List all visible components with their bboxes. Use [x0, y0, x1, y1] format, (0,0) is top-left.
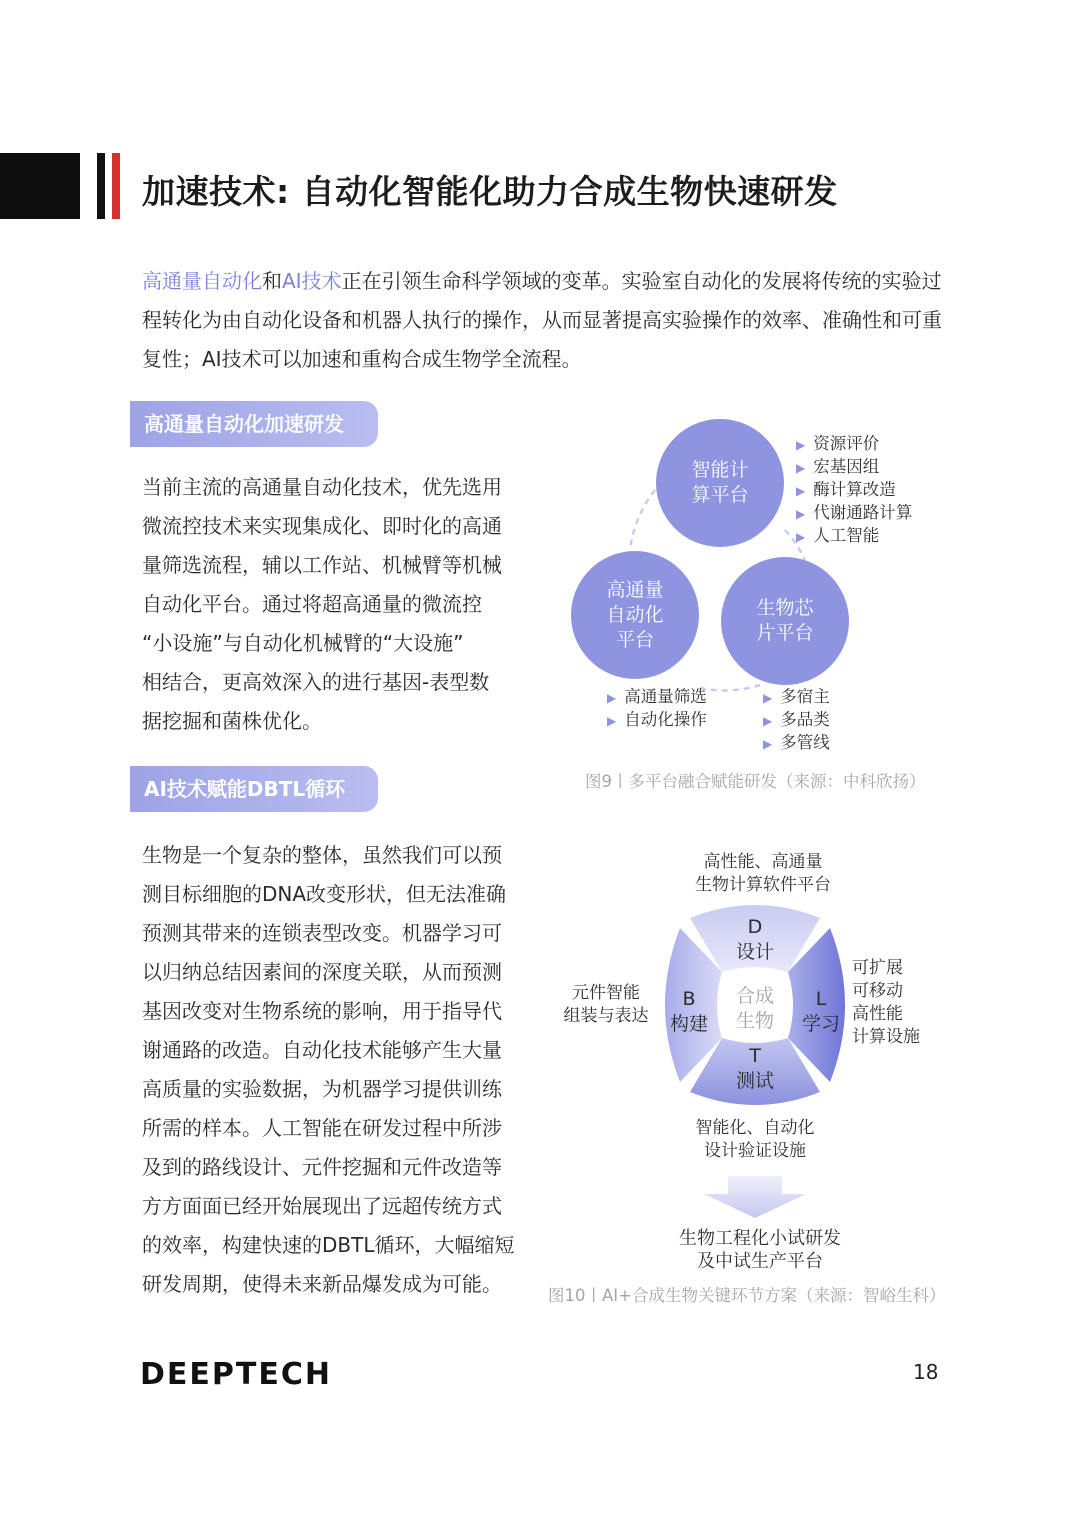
section-tag-automation: 高通量自动化加速研发 [130, 401, 378, 447]
text-line: 生物是一个复杂的整体，虽然我们可以预 [142, 843, 502, 867]
triangle-bullet-icon: ▶ [796, 461, 806, 475]
deeptech-logo: DEEPTECH [140, 1357, 332, 1392]
triangle-bullet-icon: ▶ [796, 484, 806, 498]
circle-line: 自动化 [606, 603, 664, 626]
circle-line: 智能计 [691, 459, 749, 481]
circle-biochip-platform [721, 557, 849, 685]
dbtl-center-label: 合成 生物 [735, 985, 774, 1032]
text-line: 自动化平台。通过将超高通量的微流控 [142, 592, 482, 616]
intro-highlight-ai: AI技术 [282, 269, 342, 293]
section1-paragraph [142, 468, 537, 741]
text-line: 谢通路的改造。自动化技术能够产生大量 [142, 1038, 502, 1062]
text-line: 研发周期，使得未来新品爆发成为可能。 [142, 1272, 502, 1296]
dbtl-label-top: 高性能、高通量 生物计算软件平台 [695, 852, 831, 895]
triangle-bullet-icon: ▶ [796, 507, 806, 521]
dbtl-label-left: 元件智能 组装与表达 [563, 983, 649, 1026]
list-item: ▶ 多宿主 [763, 686, 830, 709]
quadrant-d-label: D 设计 [735, 916, 774, 963]
text-line: 相结合，更高效深入的进行基因-表型数 [142, 670, 490, 694]
dashed-arc-bottom [700, 685, 760, 690]
section2-paragraph [142, 836, 537, 1304]
quadrant-l-label: L 学习 [801, 988, 840, 1035]
triangle-bullet-icon: ▶ [763, 737, 773, 751]
circle-line: 片平台 [756, 622, 814, 644]
text-line: 量筛选流程，辅以工作站、机械臂等机械 [142, 553, 502, 577]
circle-automation-platform [571, 551, 699, 679]
circle-line: 生物芯 [756, 597, 814, 619]
text-line: 及到的路线设计、元件挖掘和元件改造等 [142, 1155, 502, 1179]
dashed-arc-left [630, 490, 655, 550]
text-line: 所需的样本。人工智能在研发过程中所涉 [142, 1116, 502, 1140]
automation-platform-list [607, 686, 707, 732]
quadrant-t-label: T 测试 [735, 1045, 774, 1092]
circle-line: 平台 [615, 628, 654, 651]
header-red-bar [112, 153, 120, 219]
triangle-bullet-icon: ▶ [796, 438, 806, 452]
text-line: “小设施”与自动化机械臂的“大设施” [142, 631, 464, 655]
list-item: ▶ 自动化操作 [607, 709, 707, 732]
text-line: 基因改变对生物系统的影响，用于指导代 [142, 999, 502, 1023]
circle-line: 高通量 [606, 578, 664, 601]
text-line: 据挖掘和菌株优化。 [142, 709, 322, 733]
list-item: ▶ 酶计算改造 [796, 479, 912, 502]
compute-platform-list [796, 433, 912, 548]
figure10-caption: 图10丨AI+合成生物关键环节方案（来源：智峪生科） [548, 1286, 946, 1305]
circle-line: 算平台 [691, 484, 749, 506]
triangle-bullet-icon: ▶ [796, 530, 806, 544]
circle-compute-platform [656, 419, 784, 547]
page-title: 加速技术: 自动化智能化助力合成生物快速研发 [142, 172, 838, 211]
header-black-block [0, 153, 80, 219]
triangle-bullet-icon: ▶ [763, 691, 773, 705]
triangle-bullet-icon: ▶ [763, 714, 773, 728]
list-item: ▶ 人工智能 [796, 525, 912, 548]
list-item: ▶ 宏基因组 [796, 456, 912, 479]
intro-connector: 和 [262, 269, 282, 293]
list-item: ▶ 资源评价 [796, 433, 912, 456]
section-tag-ai-dbtl: AI技术赋能DBTL循环 [130, 766, 378, 812]
intro-rest: 正在引领生命科学领域的变革。实验室自动化的发展将传统的实验过程转化为由自动化设备和机器人执行的操作，从而显著提高实验操作的效率、准确性和可重复性；AI技术可以加速和重构合成生物学全流程。 [142, 269, 942, 371]
biochip-platform-list [763, 686, 830, 755]
text-line: 高质量的实验数据，为机器学习提供训练 [142, 1077, 502, 1101]
text-line: 的效率，构建快速的DBTL循环，大幅缩短 [142, 1233, 515, 1257]
dbtl-label-bottom: 智能化、自动化 设计验证设施 [695, 1118, 815, 1161]
dbtl-label-right: 可扩展 可移动 高性能 计算设施 [852, 958, 920, 1047]
text-line: 方方面面已经开始展现出了远超传统方式 [142, 1194, 502, 1218]
intro-paragraph [142, 262, 942, 379]
list-item: ▶ 代谢通路计算 [796, 502, 912, 525]
text-line: 以归纳总结因素间的深度关联，从而预测 [142, 960, 502, 984]
page-number: 18 [913, 1360, 939, 1384]
list-item: ▶ 多管线 [763, 732, 830, 755]
list-item: ▶ 多品类 [763, 709, 830, 732]
quadrant-b-label: B 构建 [669, 988, 708, 1035]
text-line: 预测其带来的连锁表型改变。机器学习可 [142, 921, 502, 945]
text-line: 当前主流的高通量自动化技术，优先选用 [142, 475, 502, 499]
list-item: ▶ 高通量筛选 [607, 686, 707, 709]
figure9-caption: 图9丨多平台融合赋能研发（来源：中科欣扬） [585, 772, 926, 791]
header-black-bar [97, 153, 105, 219]
dbtl-label-final: 生物工程化小试研发 及中试生产平台 [679, 1228, 841, 1272]
text-line: 微流控技术来实现集成化、即时化的高通 [142, 514, 502, 538]
text-line: 测目标细胞的DNA改变形状，但无法准确 [142, 882, 507, 906]
triangle-bullet-icon: ▶ [607, 691, 617, 705]
triangle-bullet-icon: ▶ [607, 714, 617, 728]
down-arrow-icon [700, 1172, 810, 1222]
intro-highlight-automation: 高通量自动化 [142, 269, 262, 293]
